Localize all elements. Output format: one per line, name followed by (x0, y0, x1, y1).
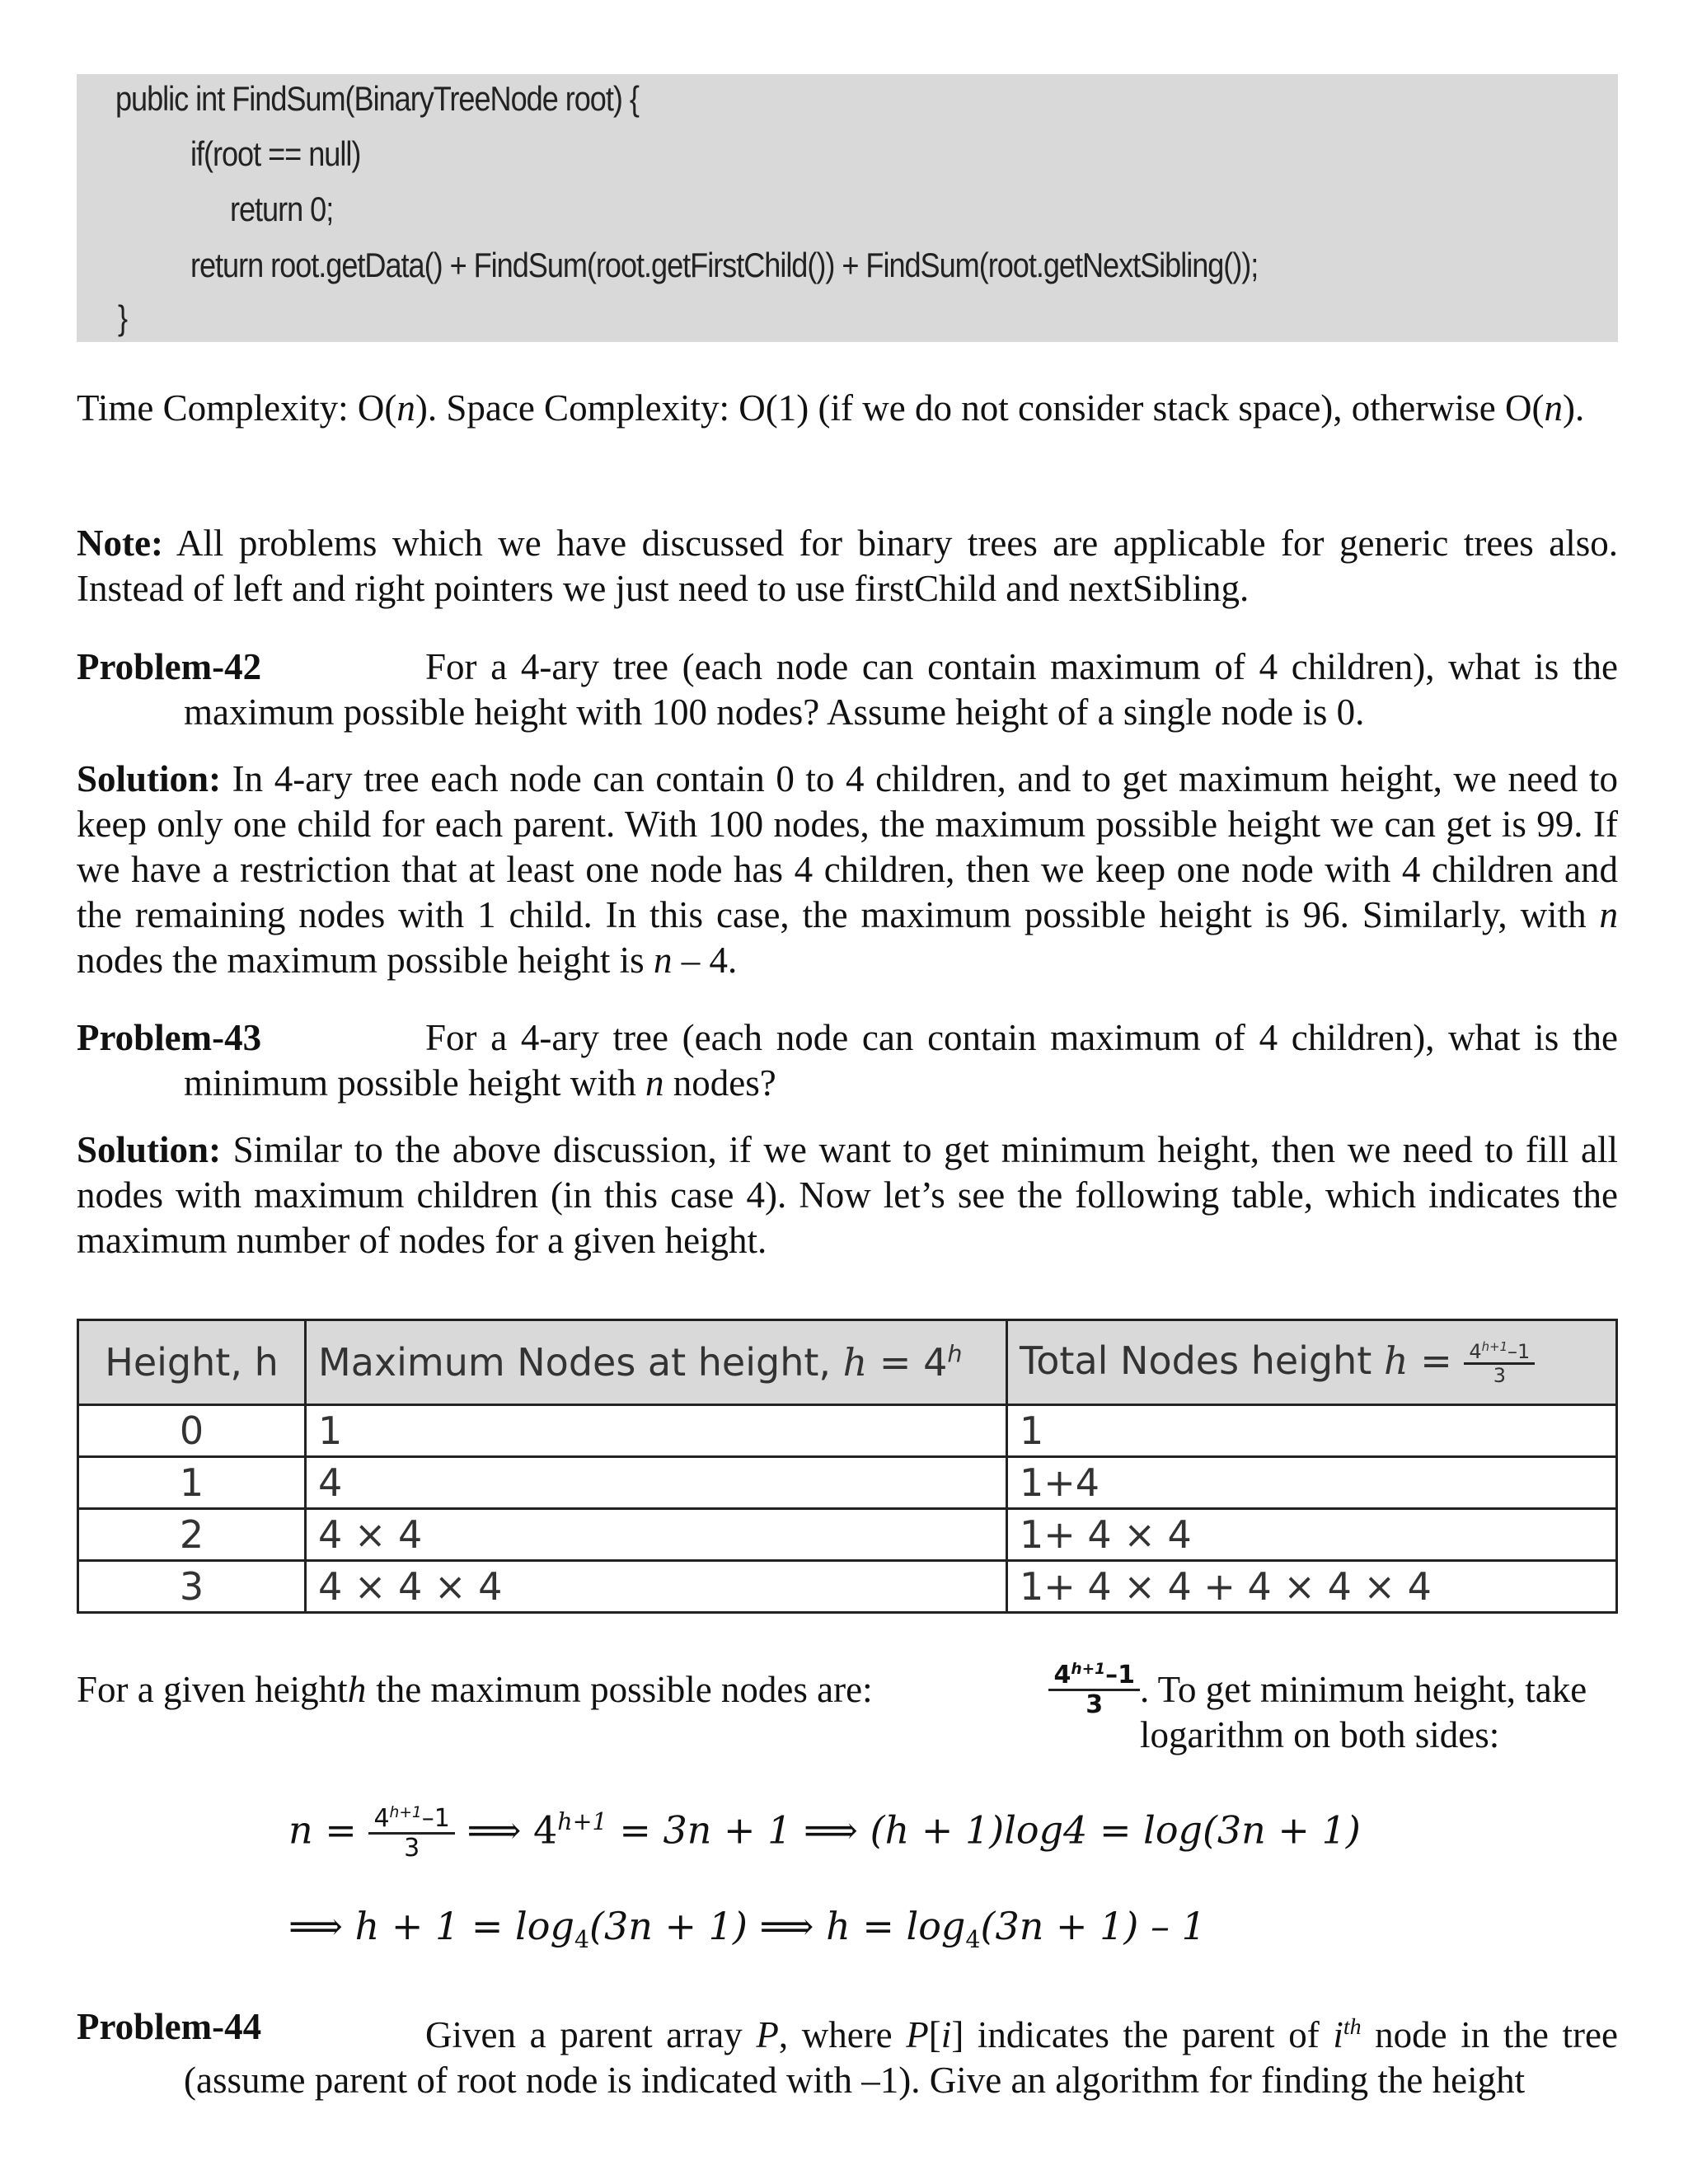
problem-44-text-a: Given a parent array (425, 2014, 757, 2055)
eq2-sub2: 4 (965, 1926, 981, 1954)
header-max-prefix: Maximum Nodes at height, (318, 1340, 843, 1385)
eq1-frac-rest: –1 (421, 1804, 450, 1833)
given-frac (1048, 1661, 1140, 1718)
problem-44-p1: P (756, 2014, 779, 2055)
given-frac-exp: h+1 (1071, 1660, 1106, 1678)
problem-43-n: n (645, 1062, 664, 1104)
header-total-frac (1464, 1340, 1535, 1387)
problem-44-i2: i (1333, 2014, 1343, 2055)
complexity-n2: n (1544, 387, 1563, 429)
given-height-paragraph (77, 1648, 1618, 1755)
problem-43-text (77, 1015, 1618, 1106)
header-max-exp: h (947, 1340, 963, 1368)
header-frac-rest: –1 (1507, 1339, 1531, 1363)
complexity-n1: n (396, 387, 415, 429)
problem-42-label: Problem-42 (77, 646, 262, 687)
eq1-rest-a: ⟹ 4 (454, 1807, 558, 1853)
given-frac-base: 4 (1053, 1660, 1071, 1690)
given-frac-rest: –1 (1105, 1660, 1135, 1690)
eq1-rest-b: = 3n + 1 ⟹ (h + 1)log4 = log(3n + 1) (607, 1807, 1361, 1853)
cell-height: 2 (78, 1509, 306, 1561)
problem-44-text (77, 2004, 1618, 2103)
equation-line-2 (288, 1904, 1206, 1953)
complexity-text-b: ). Space Complexity: O(1) (if we do not consider stack space), otherwise O( (415, 387, 1545, 429)
given-text-c: . To get minimum height, take logarithm on both sides: (1140, 1669, 1587, 1755)
problem-44-text-d: ] indicates the parent of (951, 2014, 1334, 2055)
solution-42-n: n (1599, 894, 1618, 935)
table-row (78, 1405, 1617, 1457)
code-line-1: public int FindSum(BinaryTreeNode root) { (115, 79, 639, 118)
solution-43-label: Solution: (77, 1129, 222, 1170)
problem-44-p2: P (906, 2014, 929, 2055)
cell-max-nodes: 4 (306, 1457, 1007, 1509)
header-total-prefix: Total Nodes height (1020, 1338, 1384, 1383)
eq2-a: ⟹ h + 1 = log (288, 1904, 574, 1948)
problem-44-i1: i (940, 2014, 952, 2055)
solution-42-paragraph (77, 757, 1618, 983)
complexity-paragraph (77, 386, 1618, 431)
cell-total-nodes: 1+ 4 × 4 (1007, 1509, 1617, 1561)
cell-max-nodes: 4 × 4 × 4 (306, 1561, 1007, 1613)
header-height: Height, h (78, 1320, 306, 1405)
given-text-b: the maximum possible nodes are: (376, 1669, 873, 1710)
table-header-row (78, 1320, 1617, 1405)
solution-43-paragraph (77, 1127, 1618, 1263)
header-max-var: h (842, 1340, 868, 1385)
header-max-nodes (306, 1320, 1007, 1405)
header-total-nodes (1007, 1320, 1617, 1405)
problem-42-text (77, 644, 1618, 735)
complexity-text-a: Time Complexity: O( (77, 387, 397, 429)
cell-total-nodes: 1+ 4 × 4 + 4 × 4 × 4 (1007, 1561, 1617, 1613)
given-frac-den: 3 (1085, 1690, 1104, 1719)
solution-42-expr-rest: – 4. (672, 940, 738, 981)
code-line-5: } (118, 298, 128, 337)
table-row (78, 1509, 1617, 1561)
eq2-b: (3n + 1) ⟹ h = log (589, 1904, 966, 1948)
problem-44-text-b: , where (778, 2014, 907, 2055)
code-line-3: return 0; (230, 190, 334, 228)
eq1-frac-exp: h+1 (389, 1804, 422, 1821)
code-line-4: return root.getData() + FindSum(root.getFirstChild()) + FindSum(root.getNextSibling()); (190, 246, 1259, 284)
note-paragraph (77, 521, 1618, 612)
problem-44-label: Problem-44 (77, 2006, 262, 2047)
solution-42-expr-n: n (653, 940, 673, 981)
note-text: All problems which we have discussed for binary trees are applicable for generic trees also. Instead of left and right pointers we just need to use firstChild and nextSibling. (77, 523, 1618, 609)
table-row (78, 1457, 1617, 1509)
eq1-frac-den: 3 (404, 1834, 420, 1863)
cell-height: 0 (78, 1405, 306, 1457)
eq1-rest-exp: h+1 (557, 1808, 607, 1836)
problem-43-label: Problem-43 (77, 1017, 262, 1058)
eq2-sub1: 4 (574, 1926, 590, 1954)
cell-max-nodes: 1 (306, 1405, 1007, 1457)
header-max-eq: = 4 (867, 1340, 948, 1385)
given-line-1 (77, 1648, 1618, 1755)
cell-total-nodes: 1+4 (1007, 1457, 1617, 1509)
problem-44-text-c: [ (928, 2014, 941, 2055)
code-line-2: if(root == null) (190, 134, 361, 173)
cell-max-nodes: 4 × 4 (306, 1509, 1007, 1561)
cell-total-nodes: 1 (1007, 1405, 1617, 1457)
problem-42-body: For a 4-ary tree (each node can contain maximum of 4 children), what is the maximum possible height with 100 nodes? Assume height of a single node is 0. (184, 646, 1618, 733)
eq2-c: (3n + 1) – 1 (980, 1904, 1206, 1948)
eq1-n: n (288, 1807, 313, 1853)
solution-43-text: Similar to the above discussion, if we want to get minimum height, then we need to fill all nodes with maximum children (in this case 4). Now let’s see the following table, which indicates the maximum number of nodes for a given height. (77, 1129, 1618, 1261)
problem-44-th: th (1343, 2014, 1362, 2040)
header-frac-base: 4 (1469, 1339, 1482, 1363)
eq1-frac (368, 1805, 454, 1862)
solution-42-end: nodes the maximum possible height is (77, 940, 654, 981)
cell-height: 1 (78, 1457, 306, 1509)
note-label: Note: (77, 523, 163, 564)
table-row (78, 1561, 1617, 1613)
problem-43-text-a: For a 4-ary tree (each node can contain maximum of 4 children), what is the minimum possible height with (184, 1017, 1618, 1104)
solution-42-text: In 4-ary tree each node can contain 0 to 4 children, and to get maximum height, we need to keep only one child for each parent. With 100 nodes, the maximum possible height we can get is 99. If we have a restriction that at least one node has 4 children, then we keep one node with 4 children and the remaining nodes with 1 child. In this case, the maximum possible height is 96. Similarly, with (77, 758, 1618, 935)
nodes-table (77, 1319, 1618, 1614)
header-total-eq: = (1408, 1338, 1465, 1383)
complexity-text-c: ). (1562, 387, 1585, 429)
cell-height: 3 (78, 1561, 306, 1613)
header-frac-exp: h+1 (1481, 1338, 1508, 1354)
code-block (77, 74, 1618, 342)
header-frac-den: 3 (1493, 1364, 1506, 1388)
problem-44-text-e: node in the tree (assume parent of root node is indicated with –1). Give an algorithm for finding the height (184, 2014, 1618, 2101)
given-h: h (347, 1669, 367, 1710)
header-total-var: h (1383, 1338, 1409, 1383)
eq1-frac-base: 4 (373, 1804, 390, 1833)
solution-42-label: Solution: (77, 758, 222, 799)
eq1-eq: = (312, 1807, 369, 1853)
given-text-a: For a given height (77, 1669, 348, 1710)
problem-43-text-b: nodes? (663, 1062, 776, 1104)
equation-line-1 (288, 1805, 1361, 1862)
